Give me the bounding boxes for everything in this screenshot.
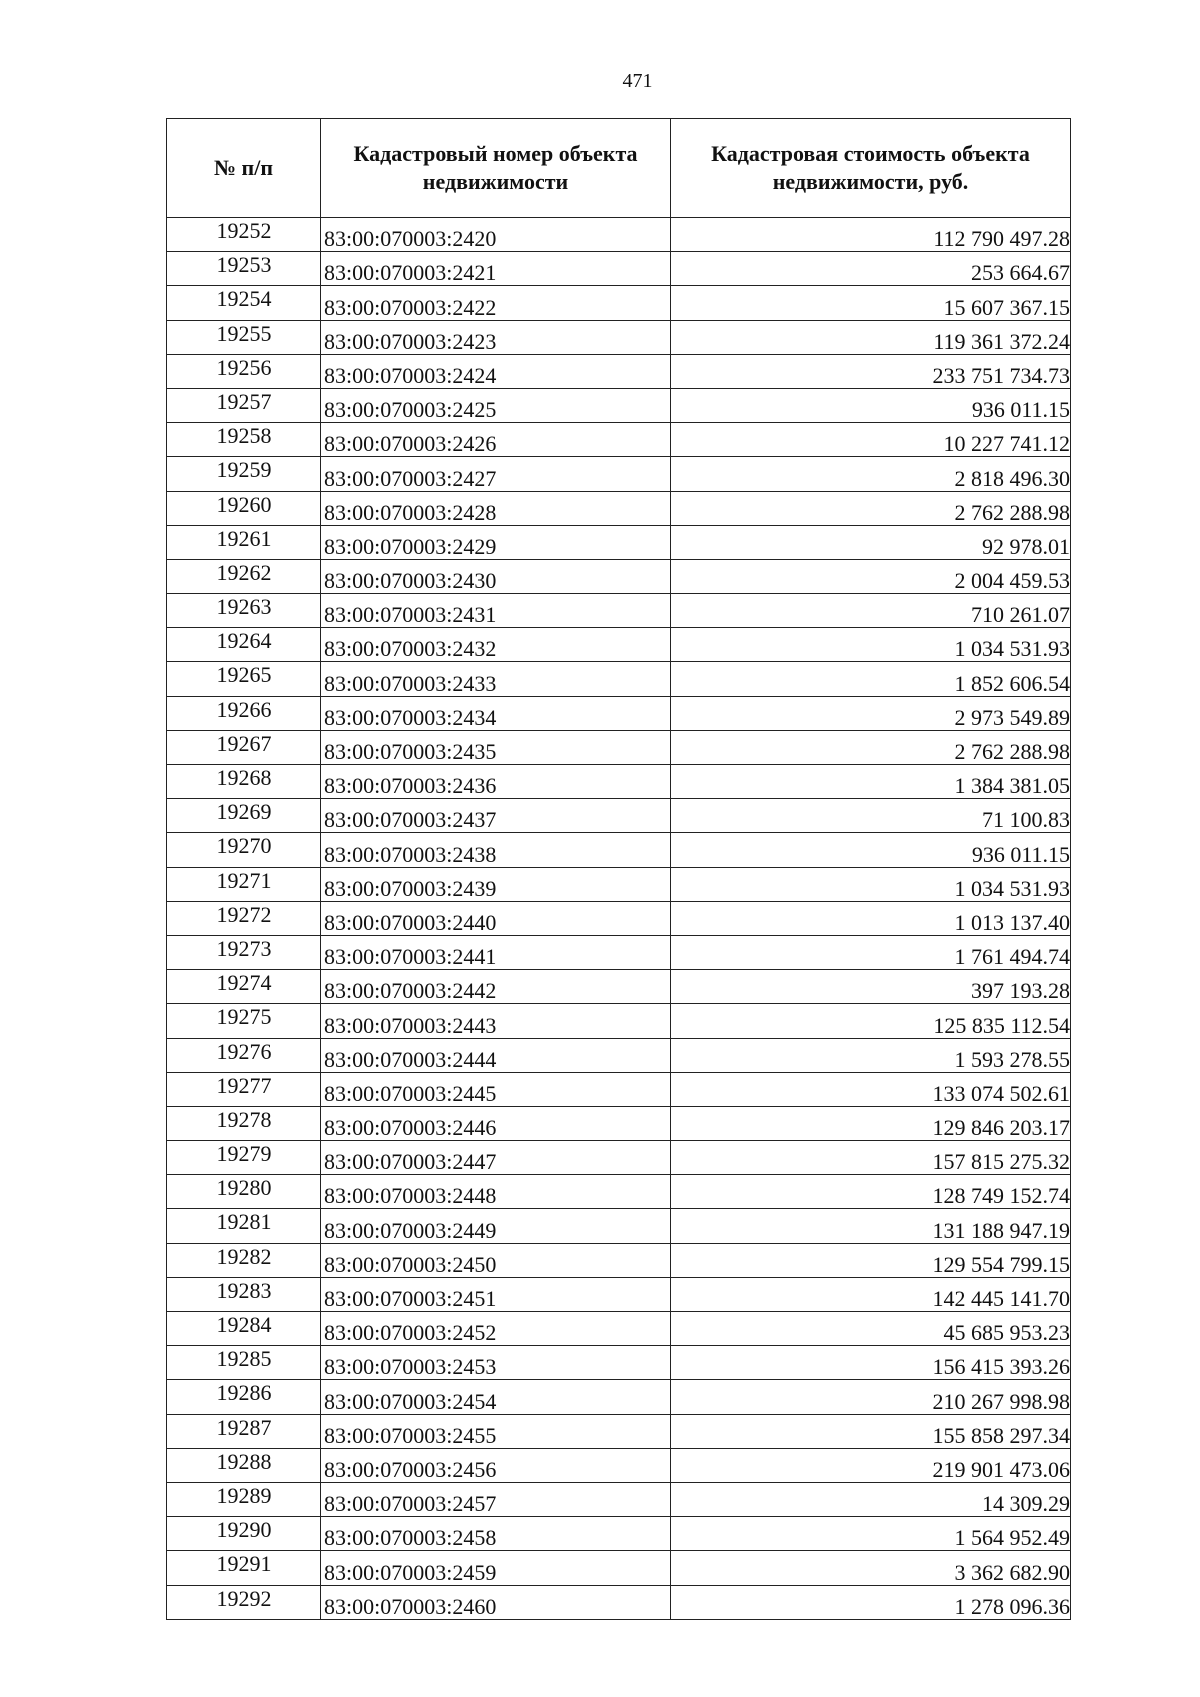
cadastral-number-cell: 83:00:070003:2449 [321, 1209, 671, 1243]
cadastral-value-cell: 92 978.01 [671, 525, 1071, 559]
row-number-cell: 19268 [167, 765, 321, 799]
row-number-cell: 19292 [167, 1585, 321, 1619]
cadastral-number-cell: 83:00:070003:2440 [321, 901, 671, 935]
cadastral-value-cell: 710 261.07 [671, 594, 1071, 628]
cadastral-value-table [166, 118, 1071, 1620]
cadastral-value-cell: 119 361 372.24 [671, 320, 1071, 354]
header-cadastral-value: Кадастровая стоимость объекта недвижимости, руб. [671, 119, 1071, 218]
table-row [167, 1414, 1071, 1448]
cadastral-value-cell: 1 761 494.74 [671, 935, 1071, 969]
row-number-cell: 19269 [167, 799, 321, 833]
cadastral-value-cell: 1 013 137.40 [671, 901, 1071, 935]
row-number-cell: 19286 [167, 1380, 321, 1414]
row-number-cell: 19278 [167, 1106, 321, 1140]
cadastral-number-cell: 83:00:070003:2434 [321, 696, 671, 730]
cadastral-number-cell: 83:00:070003:2430 [321, 559, 671, 593]
cadastral-number-cell: 83:00:070003:2456 [321, 1448, 671, 1482]
row-number-cell: 19274 [167, 970, 321, 1004]
table-row [167, 1141, 1071, 1175]
row-number-cell: 19258 [167, 423, 321, 457]
table-row [167, 1551, 1071, 1585]
table-row [167, 1448, 1071, 1482]
table-row [167, 765, 1071, 799]
cadastral-number-cell: 83:00:070003:2423 [321, 320, 671, 354]
cadastral-number-cell: 83:00:070003:2451 [321, 1277, 671, 1311]
table-row [167, 1346, 1071, 1380]
table-row [167, 662, 1071, 696]
header-cadastral-number: Кадастровый номер объекта недвижимости [321, 119, 671, 218]
row-number-cell: 19262 [167, 559, 321, 593]
table-row [167, 1482, 1071, 1516]
table-row [167, 628, 1071, 662]
row-number-cell: 19252 [167, 218, 321, 252]
cadastral-number-cell: 83:00:070003:2428 [321, 491, 671, 525]
cadastral-number-cell: 83:00:070003:2445 [321, 1072, 671, 1106]
table-body [167, 218, 1071, 1620]
cadastral-value-cell: 131 188 947.19 [671, 1209, 1071, 1243]
row-number-cell: 19279 [167, 1141, 321, 1175]
cadastral-number-cell: 83:00:070003:2431 [321, 594, 671, 628]
cadastral-number-cell: 83:00:070003:2441 [321, 935, 671, 969]
cadastral-value-cell: 1 034 531.93 [671, 867, 1071, 901]
table-row [167, 525, 1071, 559]
table-row [167, 970, 1071, 1004]
row-number-cell: 19271 [167, 867, 321, 901]
cadastral-value-cell: 1 034 531.93 [671, 628, 1071, 662]
page-number: 471 [622, 70, 653, 92]
cadastral-value-cell: 125 835 112.54 [671, 1004, 1071, 1038]
table-row [167, 491, 1071, 525]
cadastral-number-cell: 83:00:070003:2427 [321, 457, 671, 491]
table-row [167, 218, 1071, 252]
table-row [167, 252, 1071, 286]
cadastral-number-cell: 83:00:070003:2437 [321, 799, 671, 833]
row-number-cell: 19273 [167, 935, 321, 969]
row-number-cell: 19285 [167, 1346, 321, 1380]
row-number-cell: 19272 [167, 901, 321, 935]
cadastral-value-cell: 128 749 152.74 [671, 1175, 1071, 1209]
table-row [167, 1517, 1071, 1551]
row-number-cell: 19266 [167, 696, 321, 730]
table-row [167, 1004, 1071, 1038]
cadastral-value-cell: 10 227 741.12 [671, 423, 1071, 457]
table-row [167, 423, 1071, 457]
row-number-cell: 19290 [167, 1517, 321, 1551]
row-number-cell: 19270 [167, 833, 321, 867]
cadastral-value-cell: 936 011.15 [671, 833, 1071, 867]
cadastral-number-cell: 83:00:070003:2454 [321, 1380, 671, 1414]
cadastral-value-cell: 15 607 367.15 [671, 286, 1071, 320]
table-row [167, 799, 1071, 833]
cadastral-value-cell: 210 267 998.98 [671, 1380, 1071, 1414]
cadastral-value-cell: 2 762 288.98 [671, 491, 1071, 525]
cadastral-value-cell: 1 593 278.55 [671, 1038, 1071, 1072]
cadastral-number-cell: 83:00:070003:2426 [321, 423, 671, 457]
row-number-cell: 19263 [167, 594, 321, 628]
cadastral-value-cell: 157 815 275.32 [671, 1141, 1071, 1175]
cadastral-value-cell: 112 790 497.28 [671, 218, 1071, 252]
row-number-cell: 19277 [167, 1072, 321, 1106]
cadastral-number-cell: 83:00:070003:2429 [321, 525, 671, 559]
table-row [167, 1038, 1071, 1072]
table-row [167, 457, 1071, 491]
cadastral-value-cell: 233 751 734.73 [671, 354, 1071, 388]
table-row [167, 696, 1071, 730]
cadastral-value-cell: 3 362 682.90 [671, 1551, 1071, 1585]
cadastral-number-cell: 83:00:070003:2459 [321, 1551, 671, 1585]
row-number-cell: 19260 [167, 491, 321, 525]
cadastral-value-cell: 133 074 502.61 [671, 1072, 1071, 1106]
cadastral-number-cell: 83:00:070003:2435 [321, 730, 671, 764]
cadastral-value-cell: 2 818 496.30 [671, 457, 1071, 491]
cadastral-number-cell: 83:00:070003:2438 [321, 833, 671, 867]
cadastral-value-cell: 1 852 606.54 [671, 662, 1071, 696]
row-number-cell: 19254 [167, 286, 321, 320]
row-number-cell: 19289 [167, 1482, 321, 1516]
cadastral-number-cell: 83:00:070003:2444 [321, 1038, 671, 1072]
table-row [167, 935, 1071, 969]
row-number-cell: 19291 [167, 1551, 321, 1585]
table-row [167, 1380, 1071, 1414]
cadastral-value-cell: 2 004 459.53 [671, 559, 1071, 593]
row-number-cell: 19280 [167, 1175, 321, 1209]
cadastral-number-cell: 83:00:070003:2420 [321, 218, 671, 252]
cadastral-value-cell: 219 901 473.06 [671, 1448, 1071, 1482]
cadastral-table-container [166, 118, 1071, 1620]
cadastral-value-cell: 155 858 297.34 [671, 1414, 1071, 1448]
cadastral-number-cell: 83:00:070003:2450 [321, 1243, 671, 1277]
table-row [167, 730, 1071, 764]
cadastral-number-cell: 83:00:070003:2446 [321, 1106, 671, 1140]
row-number-cell: 19257 [167, 388, 321, 422]
row-number-cell: 19282 [167, 1243, 321, 1277]
table-row [167, 286, 1071, 320]
cadastral-value-cell: 129 846 203.17 [671, 1106, 1071, 1140]
cadastral-number-cell: 83:00:070003:2436 [321, 765, 671, 799]
row-number-cell: 19288 [167, 1448, 321, 1482]
table-row [167, 559, 1071, 593]
cadastral-number-cell: 83:00:070003:2425 [321, 388, 671, 422]
cadastral-value-cell: 14 309.29 [671, 1482, 1071, 1516]
cadastral-value-cell: 1 564 952.49 [671, 1517, 1071, 1551]
cadastral-value-cell: 397 193.28 [671, 970, 1071, 1004]
cadastral-number-cell: 83:00:070003:2433 [321, 662, 671, 696]
cadastral-number-cell: 83:00:070003:2443 [321, 1004, 671, 1038]
cadastral-value-cell: 2 762 288.98 [671, 730, 1071, 764]
cadastral-value-cell: 1 384 381.05 [671, 765, 1071, 799]
table-row [167, 1072, 1071, 1106]
row-number-cell: 19287 [167, 1414, 321, 1448]
cadastral-number-cell: 83:00:070003:2457 [321, 1482, 671, 1516]
row-number-cell: 19256 [167, 354, 321, 388]
header-row-number: № п/п [167, 119, 321, 218]
row-number-cell: 19259 [167, 457, 321, 491]
table-row [167, 1209, 1071, 1243]
cadastral-number-cell: 83:00:070003:2447 [321, 1141, 671, 1175]
cadastral-number-cell: 83:00:070003:2460 [321, 1585, 671, 1619]
cadastral-value-cell: 156 415 393.26 [671, 1346, 1071, 1380]
row-number-cell: 19264 [167, 628, 321, 662]
table-row [167, 901, 1071, 935]
table-row [167, 594, 1071, 628]
table-row [167, 388, 1071, 422]
cadastral-value-cell: 45 685 953.23 [671, 1312, 1071, 1346]
table-row [167, 1106, 1071, 1140]
table-row [167, 1175, 1071, 1209]
cadastral-value-cell: 2 973 549.89 [671, 696, 1071, 730]
cadastral-number-cell: 83:00:070003:2439 [321, 867, 671, 901]
row-number-cell: 19283 [167, 1277, 321, 1311]
cadastral-number-cell: 83:00:070003:2458 [321, 1517, 671, 1551]
table-row [167, 867, 1071, 901]
table-row [167, 320, 1071, 354]
table-row [167, 354, 1071, 388]
row-number-cell: 19261 [167, 525, 321, 559]
table-row [167, 1585, 1071, 1619]
cadastral-number-cell: 83:00:070003:2452 [321, 1312, 671, 1346]
row-number-cell: 19284 [167, 1312, 321, 1346]
cadastral-number-cell: 83:00:070003:2422 [321, 286, 671, 320]
row-number-cell: 19265 [167, 662, 321, 696]
row-number-cell: 19253 [167, 252, 321, 286]
table-row [167, 833, 1071, 867]
cadastral-number-cell: 83:00:070003:2448 [321, 1175, 671, 1209]
row-number-cell: 19276 [167, 1038, 321, 1072]
cadastral-number-cell: 83:00:070003:2432 [321, 628, 671, 662]
row-number-cell: 19275 [167, 1004, 321, 1038]
table-row [167, 1243, 1071, 1277]
row-number-cell: 19255 [167, 320, 321, 354]
cadastral-number-cell: 83:00:070003:2455 [321, 1414, 671, 1448]
table-header-row [167, 119, 1071, 218]
cadastral-value-cell: 71 100.83 [671, 799, 1071, 833]
cadastral-number-cell: 83:00:070003:2442 [321, 970, 671, 1004]
cadastral-number-cell: 83:00:070003:2453 [321, 1346, 671, 1380]
cadastral-number-cell: 83:00:070003:2424 [321, 354, 671, 388]
cadastral-value-cell: 936 011.15 [671, 388, 1071, 422]
table-row [167, 1277, 1071, 1311]
cadastral-number-cell: 83:00:070003:2421 [321, 252, 671, 286]
row-number-cell: 19281 [167, 1209, 321, 1243]
cadastral-value-cell: 142 445 141.70 [671, 1277, 1071, 1311]
cadastral-value-cell: 129 554 799.15 [671, 1243, 1071, 1277]
table-row [167, 1312, 1071, 1346]
cadastral-value-cell: 253 664.67 [671, 252, 1071, 286]
row-number-cell: 19267 [167, 730, 321, 764]
cadastral-value-cell: 1 278 096.36 [671, 1585, 1071, 1619]
